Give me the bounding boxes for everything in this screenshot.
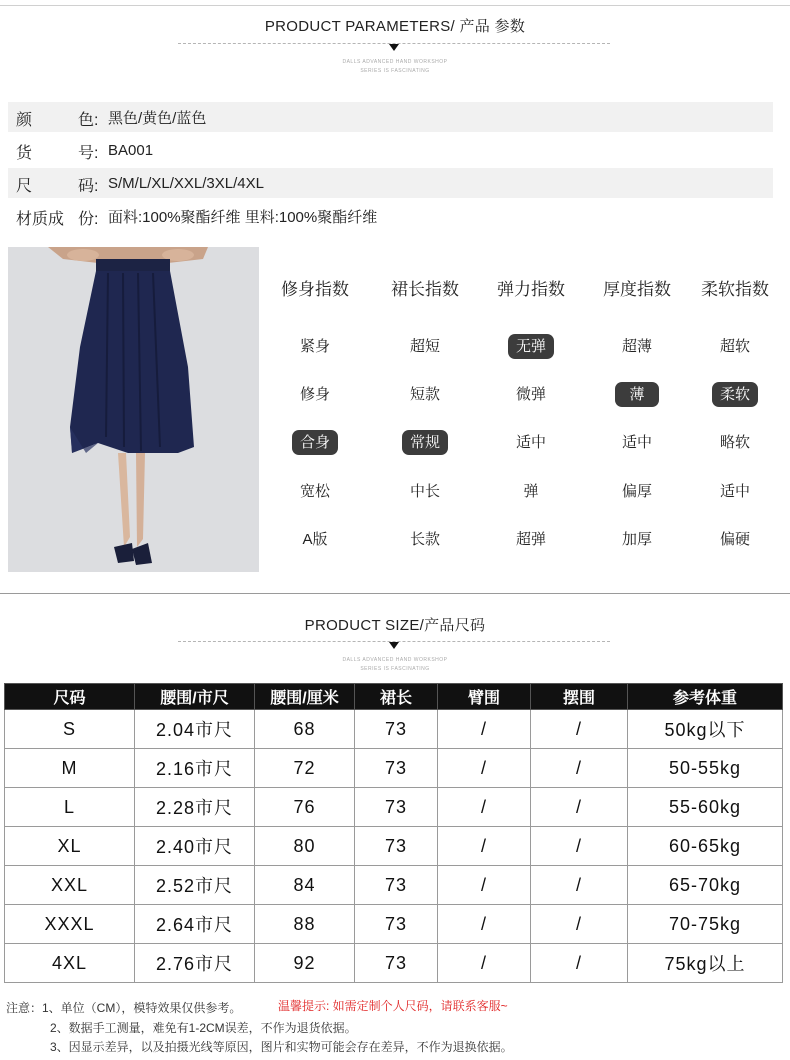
table-cell: 73 bbox=[355, 866, 438, 905]
param-sku-row bbox=[8, 135, 773, 165]
index-option: 加厚 bbox=[621, 531, 652, 548]
column-header: 摆围 bbox=[531, 684, 628, 710]
table-cell: / bbox=[531, 788, 628, 827]
index-option-selected: 柔软 bbox=[682, 382, 788, 408]
index-option: 超弹 bbox=[515, 531, 546, 548]
table-cell: / bbox=[531, 944, 628, 983]
index-option-selected: 合身 bbox=[262, 430, 368, 456]
param-key-part: 号: bbox=[78, 145, 99, 162]
index-header: 弹力指数 bbox=[497, 280, 565, 299]
index-header: 裙长指数 bbox=[391, 280, 459, 299]
index-option: 偏厚 bbox=[621, 483, 652, 500]
table-cell: M bbox=[5, 749, 135, 788]
table-row bbox=[5, 710, 783, 749]
table-cell: 73 bbox=[355, 905, 438, 944]
table-cell: / bbox=[438, 710, 531, 749]
note-line-1: 注意：1、单位（CM），模特效果仅供参考。 bbox=[6, 1001, 242, 1015]
caption-line-2: SERIES IS FASCINATING bbox=[360, 68, 430, 74]
index-column-softness bbox=[682, 280, 788, 548]
table-cell: 75kg以上 bbox=[628, 944, 783, 983]
index-option: 宽松 bbox=[299, 483, 330, 500]
index-option-selected: 薄 bbox=[584, 382, 690, 408]
table-row bbox=[5, 944, 783, 983]
column-header: 臂围 bbox=[438, 684, 531, 710]
table-cell: 73 bbox=[355, 944, 438, 983]
index-option: 适中 bbox=[621, 434, 652, 451]
table-cell: 92 bbox=[255, 944, 355, 983]
index-option: A版 bbox=[302, 531, 328, 548]
param-key-part: 色: bbox=[78, 112, 99, 129]
index-column-thickness bbox=[584, 280, 690, 548]
table-cell: 2.64市尺 bbox=[135, 905, 255, 944]
table-cell: / bbox=[438, 905, 531, 944]
index-option: 略软 bbox=[719, 434, 750, 451]
index-option: 短款 bbox=[409, 386, 440, 403]
down-triangle-icon bbox=[389, 642, 399, 649]
note-line-3: 3、因显示差异，以及拍摄光线等原因，图片和实物可能会存在差异，不作为退换依据。 bbox=[50, 1040, 513, 1054]
table-cell: / bbox=[438, 749, 531, 788]
table-cell: 73 bbox=[355, 710, 438, 749]
table-cell: 2.76市尺 bbox=[135, 944, 255, 983]
table-cell: 2.04市尺 bbox=[135, 710, 255, 749]
param-key-part: 码: bbox=[78, 178, 99, 195]
index-option: 超短 bbox=[409, 338, 440, 355]
section-title-size: PRODUCT SIZE/产品尺码 bbox=[304, 617, 486, 634]
table-cell: XL bbox=[5, 827, 135, 866]
index-option: 中长 bbox=[409, 483, 440, 500]
index-column-length bbox=[372, 280, 478, 548]
index-header: 修身指数 bbox=[281, 280, 349, 299]
param-key-part: 颜 bbox=[16, 112, 33, 129]
table-cell: 50kg以下 bbox=[628, 710, 783, 749]
column-header: 参考体重 bbox=[628, 684, 783, 710]
index-option: 超软 bbox=[719, 338, 750, 355]
table-cell: 2.28市尺 bbox=[135, 788, 255, 827]
index-option: 弹 bbox=[523, 483, 539, 500]
index-option: 适中 bbox=[515, 434, 546, 451]
index-option: 偏硬 bbox=[719, 531, 750, 548]
index-option: 修身 bbox=[299, 386, 330, 403]
caption-line-1: DALLS ADVANCED HAND WORKSHOP bbox=[342, 59, 448, 65]
table-cell: / bbox=[531, 827, 628, 866]
table-cell: XXXL bbox=[5, 905, 135, 944]
caption-line-1: DALLS ADVANCED HAND WORKSHOP bbox=[342, 657, 448, 663]
index-option-selected: 无弹 bbox=[478, 334, 584, 360]
param-material-value: 面料:100%聚酯纤维 里料:100%聚酯纤维 bbox=[108, 208, 378, 226]
table-cell: 80 bbox=[255, 827, 355, 866]
column-header: 腰围/厘米 bbox=[255, 684, 355, 710]
column-header: 尺码 bbox=[5, 684, 135, 710]
table-cell: / bbox=[438, 788, 531, 827]
skirt-model-illustration bbox=[8, 247, 259, 572]
table-cell: 4XL bbox=[5, 944, 135, 983]
section-divider bbox=[0, 593, 790, 594]
table-cell: 73 bbox=[355, 827, 438, 866]
note-line-2: 2、数据手工测量，难免有1-2CM误差，不作为退货依据。 bbox=[50, 1021, 357, 1035]
param-color-value: 黑色/黄色/蓝色 bbox=[108, 109, 207, 127]
table-cell: 88 bbox=[255, 905, 355, 944]
table-cell: / bbox=[531, 710, 628, 749]
index-header: 厚度指数 bbox=[603, 280, 671, 299]
table-header-row bbox=[5, 684, 783, 710]
table-row bbox=[5, 866, 783, 905]
param-size-row bbox=[8, 168, 773, 198]
section-title-parameters: PRODUCT PARAMETERS/ 产品 参数 bbox=[264, 18, 526, 35]
table-cell: 76 bbox=[255, 788, 355, 827]
index-column-elasticity bbox=[478, 280, 584, 548]
model-photo bbox=[8, 247, 259, 572]
table-cell: 73 bbox=[355, 749, 438, 788]
table-cell: XXL bbox=[5, 866, 135, 905]
param-size-value: S/M/L/XL/XXL/3XL/4XL bbox=[108, 174, 264, 192]
table-cell: 73 bbox=[355, 788, 438, 827]
table-row bbox=[5, 905, 783, 944]
index-option: 紧身 bbox=[299, 338, 330, 355]
table-cell: / bbox=[531, 905, 628, 944]
table-cell: 2.16市尺 bbox=[135, 749, 255, 788]
down-triangle-icon bbox=[389, 44, 399, 51]
top-divider bbox=[0, 5, 790, 6]
table-cell: 60-65kg bbox=[628, 827, 783, 866]
table-cell: 2.40市尺 bbox=[135, 827, 255, 866]
table-cell: / bbox=[438, 827, 531, 866]
param-key-part: 货 bbox=[16, 145, 33, 162]
index-option: 适中 bbox=[719, 483, 750, 500]
table-cell: / bbox=[438, 944, 531, 983]
table-cell: 2.52市尺 bbox=[135, 866, 255, 905]
warm-tip: 温馨提示: 如需定制个人尺码，请联系客服~ bbox=[278, 999, 508, 1013]
param-key-part: 尺 bbox=[16, 178, 33, 195]
table-cell: / bbox=[531, 749, 628, 788]
param-sku-value: BA001 bbox=[108, 141, 154, 159]
table-cell: / bbox=[531, 866, 628, 905]
index-option-selected: 常规 bbox=[372, 430, 478, 456]
param-material-row bbox=[8, 201, 773, 231]
index-option: 超薄 bbox=[621, 338, 652, 355]
index-option: 长款 bbox=[409, 531, 440, 548]
table-cell: S bbox=[5, 710, 135, 749]
param-color-row bbox=[8, 102, 773, 132]
table-cell: 84 bbox=[255, 866, 355, 905]
table-row bbox=[5, 827, 783, 866]
table-row bbox=[5, 749, 783, 788]
table-cell: / bbox=[438, 866, 531, 905]
size-table bbox=[4, 683, 783, 983]
table-cell: 70-75kg bbox=[628, 905, 783, 944]
table-cell: 72 bbox=[255, 749, 355, 788]
table-row bbox=[5, 788, 783, 827]
param-key-part: 份: bbox=[78, 211, 99, 228]
caption-line-2: SERIES IS FASCINATING bbox=[360, 666, 430, 672]
table-cell: 65-70kg bbox=[628, 866, 783, 905]
index-header: 柔软指数 bbox=[701, 280, 769, 299]
table-cell: 68 bbox=[255, 710, 355, 749]
column-header: 裙长 bbox=[355, 684, 438, 710]
table-cell: 55-60kg bbox=[628, 788, 783, 827]
table-cell: 50-55kg bbox=[628, 749, 783, 788]
param-key-part: 材质成 bbox=[16, 211, 65, 228]
index-option: 微弹 bbox=[515, 386, 546, 403]
table-cell: L bbox=[5, 788, 135, 827]
column-header: 腰围/市尺 bbox=[135, 684, 255, 710]
index-column-fit bbox=[262, 280, 368, 548]
